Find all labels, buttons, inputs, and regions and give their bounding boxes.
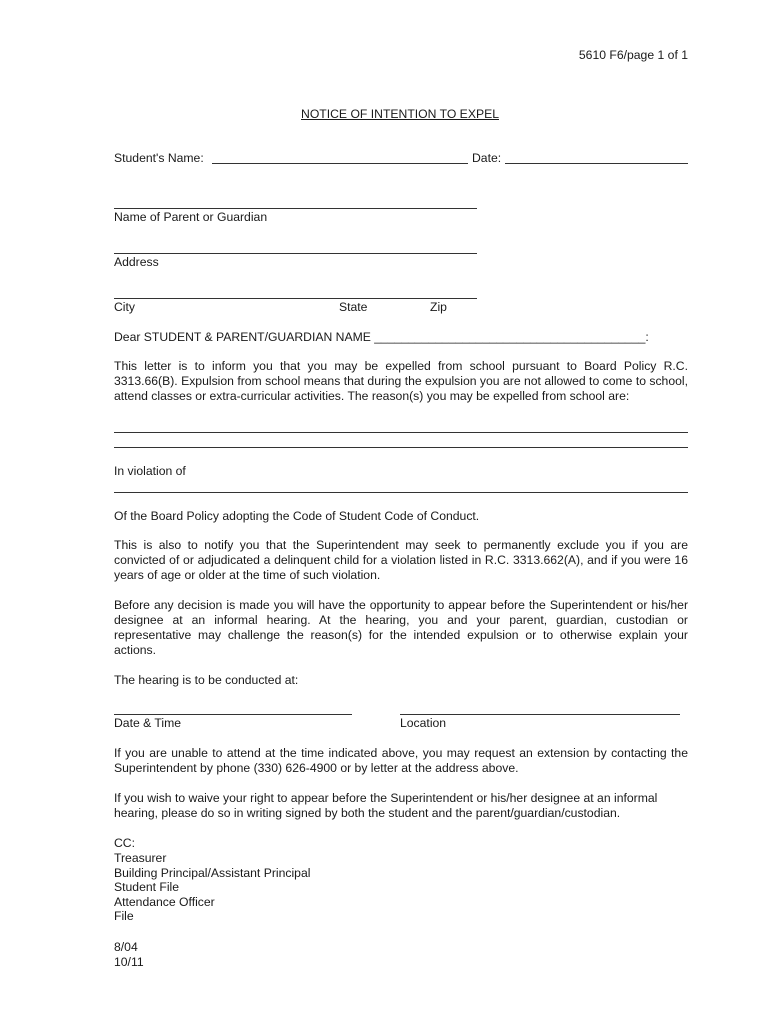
- violation-label: In violation of: [114, 464, 186, 478]
- permanent-exclusion-paragraph: This is also to notify you that the Superintendent may seek to permanently exclude you if you are convicted of or adjudicated a delinquent child for a violation listed in R.C. 3313.662(A), and if you were 16 years of age or older at the time of such violation.: [114, 538, 688, 582]
- salutation-line: Dear STUDENT & PARENT/GUARDIAN NAME ________________________________________:: [114, 330, 649, 344]
- hearing-datetime-field[interactable]: [114, 714, 352, 715]
- date-label: Date:: [472, 151, 502, 165]
- student-name-label: Student's Name:: [114, 151, 204, 165]
- hearing-location-intro: The hearing is to be conducted at:: [114, 673, 299, 687]
- waiver-paragraph: If you wish to waive your right to appear before the Superintendent or his/her designee at an informal hearing, please do so in writing signed by both the student and the parent/guardian/custodian.: [114, 791, 658, 820]
- address-label: Address: [114, 255, 159, 269]
- reason-field-2[interactable]: [114, 447, 688, 448]
- hearing-location-field[interactable]: [400, 714, 680, 715]
- revision-date: 10/11: [114, 955, 144, 969]
- parent-name-label: Name of Parent or Guardian: [114, 210, 268, 224]
- zip-label: Zip: [430, 300, 447, 314]
- student-name-field[interactable]: [212, 163, 468, 164]
- cc-label: CC:: [114, 836, 135, 850]
- page-reference: 5610 F6/page 1 of 1: [578, 48, 688, 62]
- cc-item: Student File: [114, 880, 180, 894]
- cc-item: Building Principal/Assistant Principal: [114, 866, 311, 880]
- extension-paragraph: If you are unable to attend at the time indicated above, you may request an extension by contacting the Superintendent by phone (330) 626-4900 or by letter at the address above.: [114, 746, 688, 775]
- date-field[interactable]: [505, 163, 688, 164]
- state-label: State: [339, 300, 368, 314]
- address-field[interactable]: [114, 253, 477, 254]
- cc-item: File: [114, 909, 134, 923]
- parent-name-field[interactable]: [114, 208, 477, 209]
- board-policy-line: Of the Board Policy adopting the Code of Student Code of Conduct.: [114, 509, 480, 523]
- intro-paragraph: This letter is to inform you that you may be expelled from school pursuant to Board Policy R.C. 3313.66(B). Expulsion from school means that during the expulsion you are not allowed to come to school, attend classes or extra-curricular activities. The reason(s) you may be expelled from school are:: [114, 359, 688, 403]
- datetime-label: Date & Time: [114, 716, 182, 730]
- cc-item: Treasurer: [114, 851, 167, 865]
- city-state-zip-field[interactable]: [114, 298, 477, 299]
- revision-date: 8/04: [114, 940, 138, 954]
- cc-item: Attendance Officer: [114, 895, 215, 909]
- reason-field-1[interactable]: [114, 432, 688, 433]
- location-label: Location: [400, 716, 447, 730]
- city-label: City: [114, 300, 135, 314]
- violation-field[interactable]: [114, 492, 688, 493]
- document-title: NOTICE OF INTENTION TO EXPEL: [301, 107, 499, 121]
- hearing-opportunity-paragraph: Before any decision is made you will have the opportunity to appear before the Superintendent or his/her designee at an informal hearing. At the hearing, you and your parent, guardian, custodian or representative may challenge the reason(s) for the intended expulsion or to otherwise explain your actions.: [114, 598, 688, 657]
